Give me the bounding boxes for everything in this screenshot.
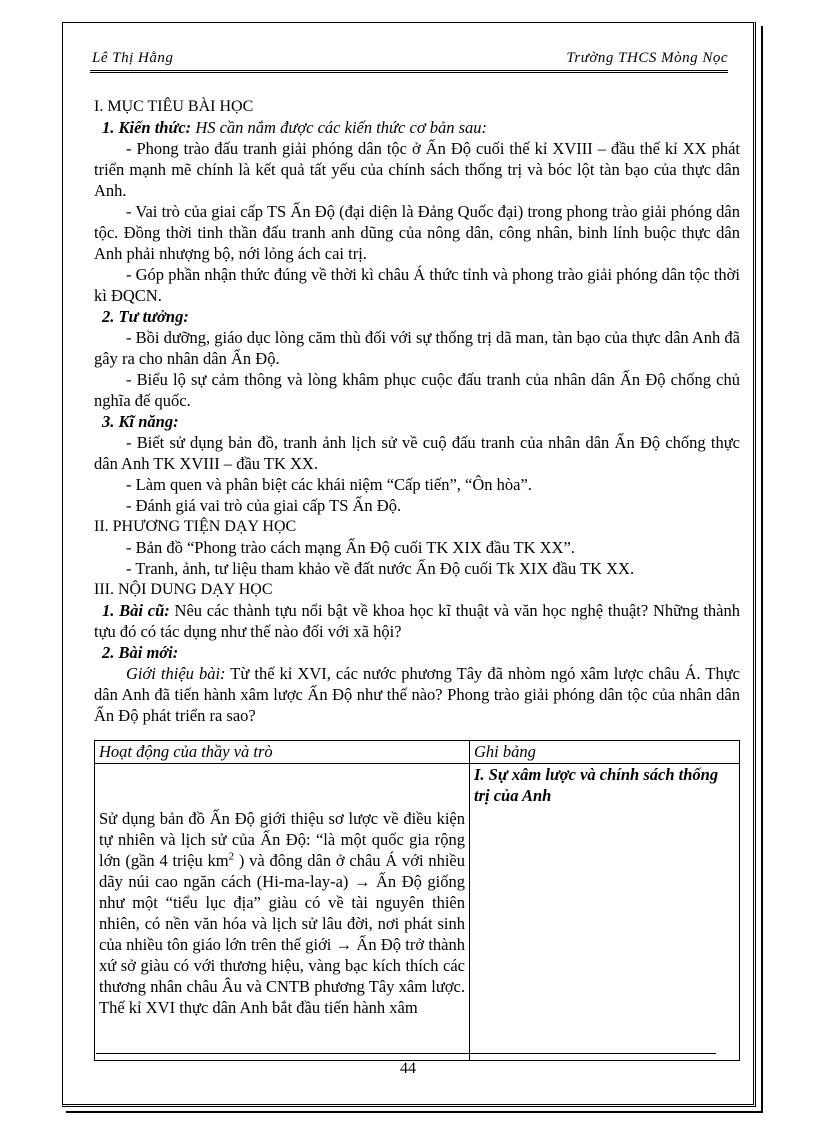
page-number: 44: [400, 1060, 416, 1077]
subsection-skills-label: 3. Kĩ năng:: [102, 412, 179, 431]
section-title-materials: II. PHƯƠNG TIỆN DẠY HỌC: [94, 518, 297, 535]
activities-text: [99, 764, 465, 1018]
old-lesson-paragraph: [94, 600, 740, 642]
materials-item: - Tranh, ảnh, tư liệu tham khảo về đất nước Ấn Độ cuối Tk XIX đầu TK XX.: [126, 559, 635, 578]
table-cell-notes: I. Sự xâm lược và chính sách thống trị của Anh: [470, 764, 740, 1061]
page-border-shadow-bottom: [66, 1111, 763, 1113]
header-school: Trường THCS Mòng Nọc: [566, 50, 728, 66]
activities-text-b: ) và đông dân ở châu Á với nhiều dãy núi cao ngăn cách (Hi-ma-lay-a) → Ấn Độ giống như một “tiểu lục địa” giàu có về tài nguyên thiên nhiên, có nền văn hóa và lịch sử lâu đời, nơi phát sinh của nhiều tôn giáo lớn trên thế giới → Ấn Độ trở thành xứ sở giàu có với thương hiệu, vàng bạc kích thích các thương nhân châu Âu và CNTB phương Tây xâm lược. Thế kỉ XVI thực dân Anh bắt đầu tiến hành xâm: [99, 851, 465, 1017]
new-lesson-intro-text: Từ thế kỉ XVI, các nước phương Tây đã nhòm ngó xâm lược châu Á. Thực dân Anh đã tiến hành xâm lược Ấn Độ như thế nào? Phong trào giải phóng dân tộc của nhân dân Ấn Độ phát triển ra sao?: [94, 664, 740, 725]
thought-item: - Biểu lộ sự cảm thông và lòng khâm phục cuộc đấu tranh của nhân dân Ấn Độ chống chủ nghĩa đế quốc.: [94, 370, 740, 410]
subsection-knowledge: [94, 117, 740, 138]
header-rule: [90, 70, 728, 73]
section-title-content: III. NỘI DUNG DẠY HỌC: [94, 581, 273, 598]
subsection-knowledge-intro: HS cần nắm được các kiến thức cơ bản sau:: [195, 118, 488, 137]
activities-text-a: Sử dụng bản đồ Ấn Độ giới thiệu sơ lược về điều kiện tự nhiên và lịch sử của Ấn Độ: “là một quốc gia rộng lớn (gần 4 triệu km: [99, 809, 465, 870]
new-lesson-label: 2. Bài mới:: [102, 643, 179, 662]
skills-item: - Làm quen và phân biệt các khái niệm “Cấp tiến”, “Ôn hòa”.: [126, 475, 532, 494]
old-lesson-text: Nêu các thành tựu nổi bật về khoa học kĩ thuật và văn học nghệ thuật? Những thành tựu đó có tác dụng như thế nào đối với xã hội?: [94, 601, 741, 641]
table-header-notes: Ghi bảng: [470, 741, 740, 764]
footer-rule: [96, 1053, 716, 1054]
subsection-thought-label: 2. Tư tưởng:: [102, 307, 189, 326]
knowledge-item: - Vai trò của giai cấp TS Ấn Độ (đại diện là Đảng Quốc đại) trong phong trào giải phóng dân tộc. Đồng thời tinh thần đấu tranh anh dũng của nông dân, công nhân, binh lính buộc thực dân Anh phải nhượng bộ, nới lỏng ách cai trị.: [94, 202, 740, 263]
skills-item: - Biết sử dụng bản đồ, tranh ảnh lịch sử về cuộ đấu tranh của nhân dân Ấn Độ chống thực dân Anh TK XVIII – đầu TK XX.: [94, 433, 740, 473]
lesson-table: [94, 740, 740, 1061]
thought-item: - Bồi dưỡng, giáo dục lòng căm thù đối với sự thống trị dã man, tàn bạo của thực dân Anh đã gây ra cho nhân dân Ấn Độ.: [94, 328, 740, 368]
knowledge-item: - Góp phần nhận thức đúng về thời kì châu Á thức tỉnh và phong trào giải phóng dân tộc thời kì ĐQCN.: [94, 265, 740, 305]
materials-item: - Bản đồ “Phong trào cách mạng Ấn Độ cuối TK XIX đầu TK XX”.: [126, 538, 575, 557]
knowledge-item: - Phong trào đấu tranh giải phóng dân tộc ở Ấn Độ cuối thế kỉ XVIII – đầu thế kỉ XX phát triển mạnh mẽ chính là kết quả tất yếu của chính sách thống trị và bóc lột tàn bạo của thực dân Anh.: [94, 139, 740, 200]
table-header-row: [95, 741, 740, 764]
new-lesson-intro: [94, 663, 740, 726]
section-title-objectives: I. MỤC TIÊU BÀI HỌC: [94, 98, 254, 115]
main-content: [94, 96, 740, 726]
new-lesson-intro-label: Giới thiệu bài:: [126, 664, 226, 683]
table-cell-activities: [95, 764, 470, 1061]
skills-item: - Đánh giá vai trò của giai cấp TS Ấn Độ.: [126, 496, 402, 515]
table-header-activities: Hoạt động của thầy và trò: [95, 741, 470, 764]
header-author: Lê Thị Hằng: [92, 50, 174, 66]
page-border-shadow-right: [761, 26, 763, 1111]
superscript-2: 2: [228, 850, 235, 863]
old-lesson-label: 1. Bài cũ:: [102, 601, 170, 620]
table-row: [95, 764, 740, 1061]
subsection-knowledge-label: 1. Kiến thức:: [102, 118, 192, 137]
